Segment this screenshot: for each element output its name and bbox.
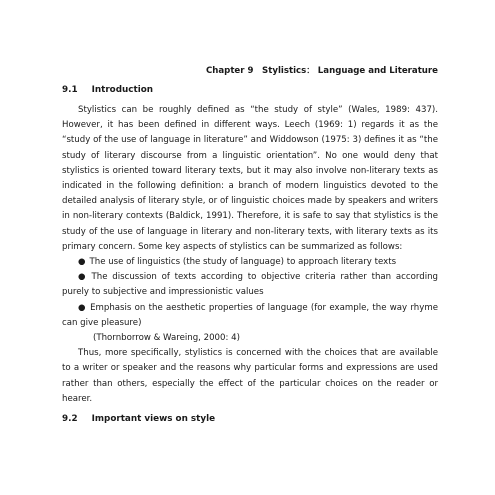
closing-paragraph: Thus, more specifically, stylistics is concerned with the choices that are available to a writer or speaker and the reasons why particular forms and expressions are used rather than others, especially the effect of the particular choices on the reader or hearer. bbox=[62, 348, 438, 404]
bullet-icon: ● bbox=[78, 272, 88, 283]
section-number: 9.2 bbox=[62, 414, 78, 425]
document-page bbox=[62, 64, 438, 432]
section-heading-important-views bbox=[62, 414, 438, 424]
bullet-icon: ● bbox=[78, 257, 86, 268]
bullet-item bbox=[62, 255, 438, 270]
bullet-item bbox=[62, 301, 438, 331]
bullet-text: The discussion of texts according to objective criteria rather than according purely to subjective and impressionistic values bbox=[62, 272, 438, 298]
section-spacer bbox=[62, 407, 438, 414]
section-title: Introduction bbox=[91, 85, 154, 95]
section-title: Important views on style bbox=[91, 414, 216, 425]
chapter-title: Chapter 9 Stylistics： Language and Literature bbox=[205, 66, 438, 76]
intro-paragraph: Stylistics can be roughly defined as “the study of style” (Wales, 1989: 437). However, it has been defined in different ways. Leech (1969: 1) regards it as the “study of the use of language in literature” and Widdowson (1975: 3) defines it as “the study of literary discourse from a linguistic orientation”. No one would deny that stylistics is oriented toward literary texts, but it may also involve non-literary texts as indicated in the following definition: a branch of modern linguistics devoted to the detailed analysis of literary style, or of linguistic choices made by speakers and writers in non-literary contexts (Baldick, 1991). Therefore, it is safe to say that stylistics is the study of the use of language in literary and non-literary texts, with literary texts as its primary concern. Some key aspects of stylistics can be summarized as follows: bbox=[62, 105, 438, 252]
bullet-icon: ● bbox=[78, 302, 87, 313]
bullet-text: The use of linguistics (the study of language) to approach literary texts bbox=[89, 257, 397, 268]
citation: (Thornborrow & Wareing, 2000: 4) bbox=[93, 333, 240, 344]
section-heading-introduction bbox=[62, 85, 438, 95]
bullet-text: Emphasis on the aesthetic properties of language (for example, the way rhyme can give pleasure) bbox=[62, 302, 438, 328]
bullet-item bbox=[62, 270, 438, 300]
section-number: 9.1 bbox=[62, 85, 78, 95]
